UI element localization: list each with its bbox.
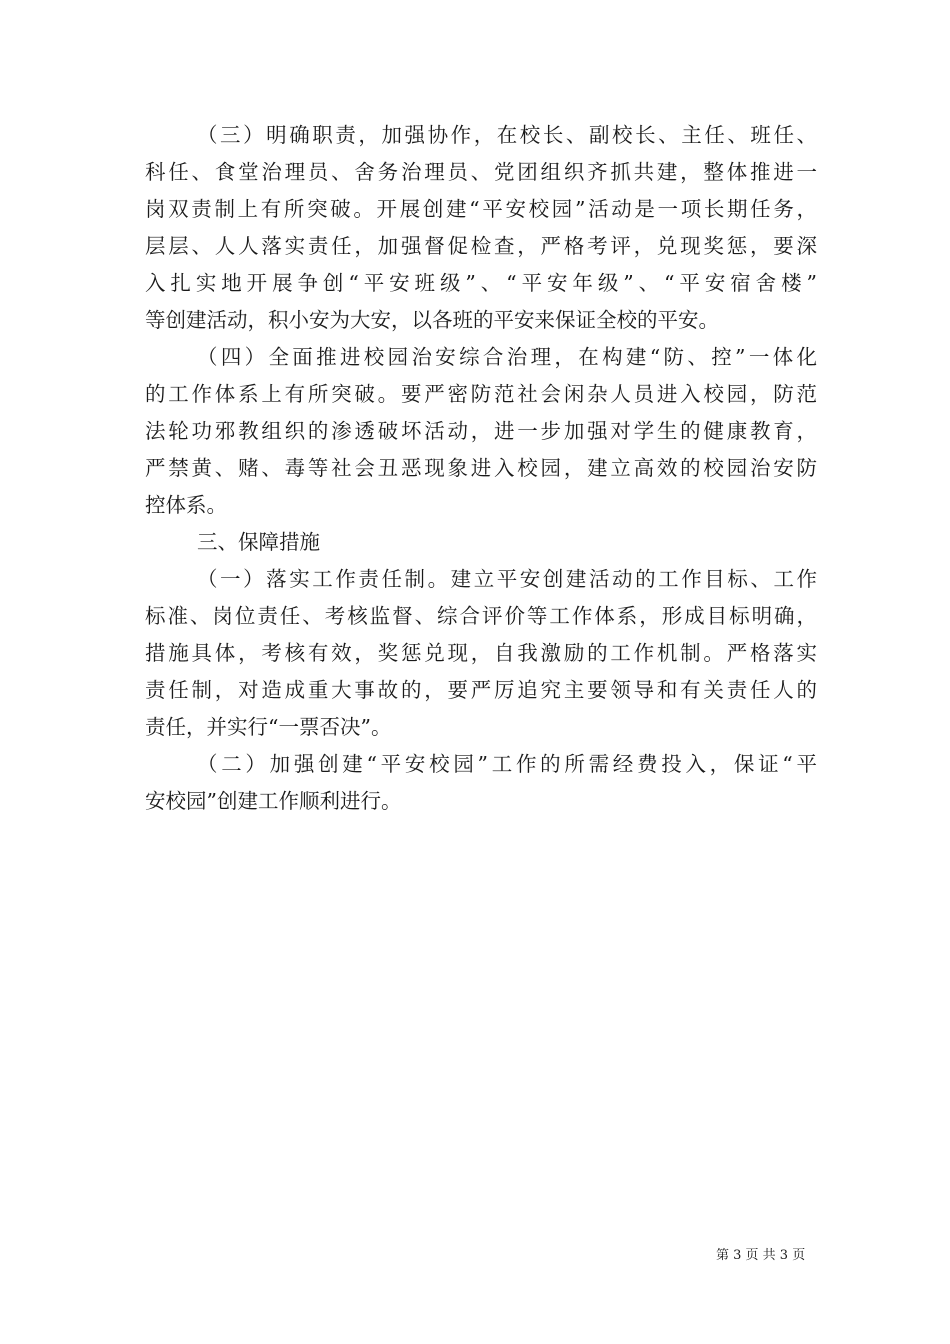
paragraph-3-line-4: 层层、人人落实责任，加强督促检查，严格考评，兑现奖惩，要深 xyxy=(145,234,817,258)
measure-1-line-1: （一）落实工作责任制。建立平安创建活动的工作目标、工作 xyxy=(197,567,817,591)
paragraph-4-line-4: 严禁黄、赌、毒等社会丑恶现象进入校园，建立高效的校园治安防 xyxy=(145,456,817,480)
paragraph-3-line-5: 入扎实地开展争创“平安班级”、“平安年级”、“平安宿舍楼” xyxy=(145,271,817,295)
measure-1-line-2: 标准、岗位责任、考核监督、综合评价等工作体系，形成目标明确， xyxy=(145,604,817,628)
measure-2-line-2: 安校园”创建工作顺利进行。 xyxy=(145,789,402,813)
measure-1-line-5: 责任，并实行“一票否决”。 xyxy=(145,715,392,739)
paragraph-4-line-5: 控体系。 xyxy=(145,493,227,517)
paragraph-4-line-3: 法轮功邪教组织的渗透破坏活动，进一步加强对学生的健康教育， xyxy=(145,419,817,443)
page-number-footer: 第 3 页 共 3 页 xyxy=(716,1248,806,1263)
paragraph-4-line-2: 的工作体系上有所突破。要严密防范社会闲杂人员进入校园，防范 xyxy=(145,382,817,406)
paragraph-3-line-2: 科任、食堂治理员、舍务治理员、党团组织齐抓共建，整体推进一 xyxy=(145,160,817,184)
measure-2-line-1: （二）加强创建“平安校园”工作的所需经费投入，保证“平 xyxy=(197,752,817,776)
paragraph-3-line-1: （三）明确职责，加强协作，在校长、副校长、主任、班任、 xyxy=(197,123,817,147)
measure-1-line-4: 责任制，对造成重大事故的，要严厉追究主要领导和有关责任人的 xyxy=(145,678,817,702)
paragraph-4-line-1: （四）全面推进校园治安综合治理，在构建“防、控”一体化 xyxy=(197,345,817,369)
measure-1-line-3: 措施具体，考核有效，奖惩兑现，自我激励的工作机制。严格落实 xyxy=(145,641,817,665)
paragraph-3-line-3: 岗双责制上有所突破。开展创建“平安校园”活动是一项长期任务， xyxy=(145,197,817,221)
paragraph-3-line-6: 等创建活动，积小安为大安，以各班的平安来保证全校的平安。 xyxy=(145,308,719,332)
section-heading-safeguards: 三、保障措施 xyxy=(197,530,320,554)
document-body xyxy=(145,117,817,820)
